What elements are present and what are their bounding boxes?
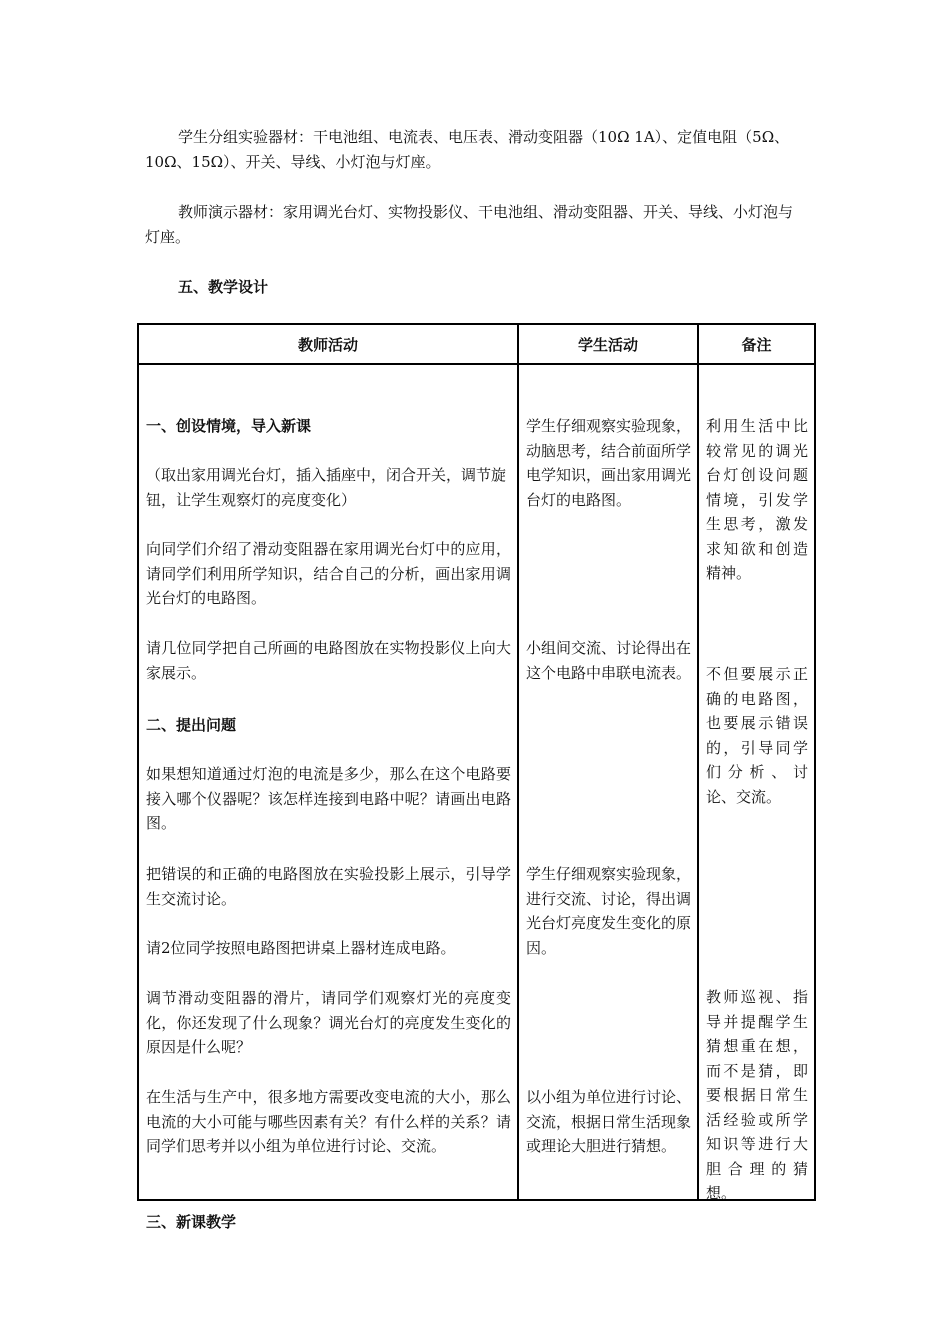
teaching-design-table [137, 323, 816, 1231]
student-equipment-paragraph: 学生分组实验器材：干电池组、电流表、电压表、滑动变阻器（10Ω 1A）、定值电阻（5Ω、10Ω、15Ω）、开关、导线、小灯泡与灯座。 [145, 128, 790, 171]
student-activity-cell [518, 364, 698, 1200]
student-block: 以小组为单位进行讨论、交流，根据日常生活现象或理论大胆进行猜想。 [526, 1088, 692, 1155]
notes-block: 教师巡视、指导并提醒学生猜想重在想，而不是猜，即要根据日常生活经验或所学知识等进行大胆合理的猜想。 [706, 988, 808, 1202]
teacher-section-3-title: 三、新课教学 [146, 1213, 237, 1231]
teacher-equipment-paragraph: 教师演示器材：家用调光台灯、实物投影仪、干电池组、滑动变阻器、开关、导线、小灯泡与灯座。 [145, 203, 794, 246]
teacher-block: （取出家用调光台灯，插入插座中，闭合开关，调节旋钮，让学生观察灯的亮度变化） [146, 466, 507, 509]
teacher-section-2-title: 二、提出问题 [146, 716, 237, 734]
header-student-activity: 学生活动 [518, 324, 698, 364]
teacher-block: 请几位同学把自己所画的电路图放在实物投影仪上向大家展示。 [146, 639, 511, 682]
teacher-block: 如果想知道通过灯泡的电流是多少，那么在这个电路要接入哪个仪器呢？该怎样连接到电路中呢？请画出电路图。 [146, 765, 511, 832]
notes-block: 利用生活中比较常见的调光台灯创设问题情境，引发学生思考，激发求知欲和创造精神。 [706, 417, 808, 582]
teacher-activity-cell [138, 364, 518, 1231]
header-teacher-activity: 教师活动 [138, 324, 518, 364]
teacher-block: 把错误的和正确的电路图放在实验投影上展示，引导学生交流讨论。 [146, 865, 511, 908]
teacher-block: 在生活与生产中，很多地方需要改变电流的大小，那么电流的大小可能与哪些因素有关？有什么样的关系？请同学们思考并以小组为单位进行讨论、交流。 [146, 1088, 511, 1155]
student-block: 学生仔细观察实验现象，动脑思考，结合前面所学电学知识，画出家用调光台灯的电路图。 [526, 417, 692, 509]
teacher-block: 请2位同学按照电路图把讲桌上器材连成电路。 [146, 939, 456, 957]
table-header-row [138, 324, 815, 364]
header-notes: 备注 [698, 324, 815, 364]
teacher-section-1-title: 一、创设情境，导入新课 [146, 417, 312, 435]
notes-cell [698, 364, 815, 1200]
student-block: 学生仔细观察实验现象，进行交流、讨论，得出调光台灯亮度发生变化的原因。 [526, 865, 692, 957]
teacher-block: 调节滑动变阻器的滑片，请同学们观察灯光的亮度变化，你还发现了什么现象？调光台灯的亮度发生变化的原因是什么呢？ [146, 989, 511, 1056]
table-body-row [138, 364, 815, 1200]
section-heading: 五、教学设计 [178, 278, 269, 296]
teacher-block: 向同学们介绍了滑动变阻器在家用调光台灯中的应用，请同学们利用所学知识，结合自己的分析，画出家用调光台灯的电路图。 [146, 540, 511, 607]
student-block: 小组间交流、讨论得出在这个电路中串联电流表。 [526, 639, 692, 682]
notes-block: 不但要展示正确的电路图，也要展示错误的，引导同学们分析、讨论、交流。 [706, 665, 808, 806]
